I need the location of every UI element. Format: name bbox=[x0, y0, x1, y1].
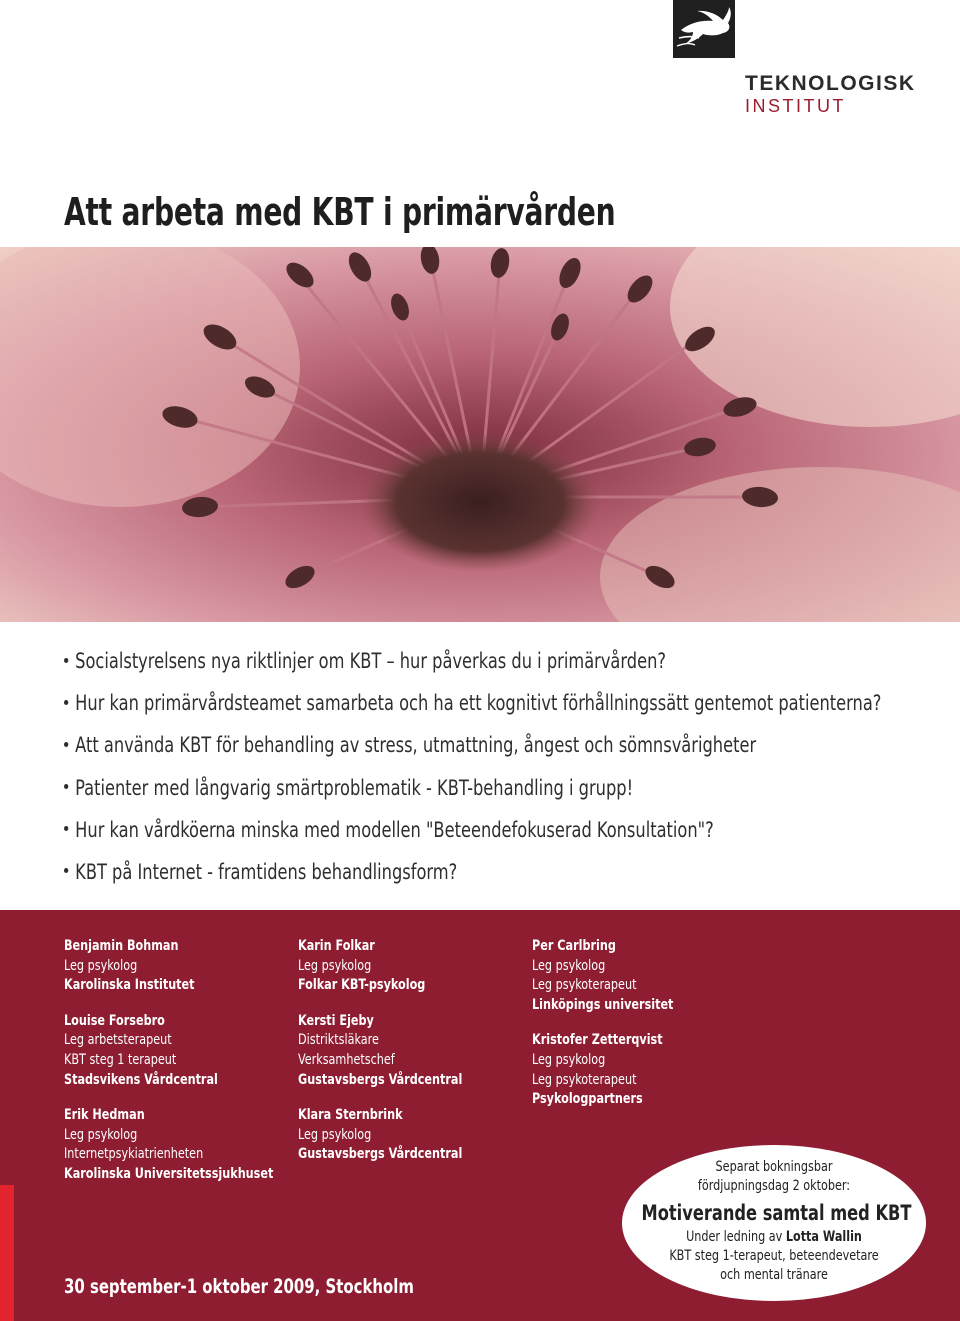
speaker bbox=[532, 1031, 696, 1109]
logo-mark bbox=[673, 0, 735, 58]
list-item: Att använda KBT för behandling av stress, utmattning, ångest och sömnsvårigheter bbox=[64, 728, 881, 770]
callout-lead-name: Lotta Wallin bbox=[785, 1229, 862, 1245]
callout-headline: Motiverande samtal med KBT bbox=[641, 1201, 912, 1225]
speaker-role: Leg psykolog bbox=[64, 957, 138, 974]
speaker bbox=[298, 937, 489, 996]
speaker bbox=[532, 937, 696, 1015]
hare-logo-icon bbox=[673, 0, 735, 58]
speaker bbox=[64, 1106, 307, 1184]
bullet-dot bbox=[64, 742, 68, 747]
speaker bbox=[298, 1106, 489, 1165]
callout-line-1: Separat bokningsbar bbox=[715, 1159, 833, 1175]
speaker-role: Verksamhetschef bbox=[298, 1051, 395, 1068]
bullet-dot bbox=[64, 826, 68, 831]
speaker bbox=[298, 1012, 489, 1090]
workshop-callout-text bbox=[620, 1158, 928, 1285]
hero-flower-image bbox=[0, 247, 960, 622]
speaker-name: Kristofer Zetterqvist bbox=[532, 1032, 663, 1049]
callout-line-5: och mental tränare bbox=[720, 1267, 828, 1283]
callout-lead: Under ledning av Lotta Wallin bbox=[686, 1229, 862, 1245]
bullet-dot bbox=[64, 784, 68, 789]
speaker bbox=[64, 937, 307, 996]
speaker-role: Leg psykolog bbox=[64, 1126, 138, 1143]
speaker-role: Internetpsykiatrienheten bbox=[64, 1146, 204, 1163]
speaker-role: Leg psykoterapeut bbox=[532, 977, 637, 994]
list-item: Socialstyrelsens nya riktlinjer om KBT – hur påverkas du i primärvården? bbox=[64, 644, 881, 686]
speaker-role: Leg psykolog bbox=[532, 1051, 606, 1068]
speaker bbox=[64, 1012, 307, 1090]
logo-text-line2: INSTITUT bbox=[745, 96, 846, 116]
speaker-role: KBT steg 1 terapeut bbox=[64, 1051, 177, 1068]
speaker-org: Stadsvikens Vårdcentral bbox=[64, 1071, 218, 1088]
speaker-role: Leg psykoterapeut bbox=[532, 1071, 637, 1088]
speaker-name: Benjamin Bohman bbox=[64, 938, 179, 954]
speaker-name: Karin Folkar bbox=[298, 938, 375, 954]
list-item: Hur kan primärvårdsteamet samarbeta och ha ett kognitivt förhållningssätt gentemot patienterna? bbox=[64, 686, 881, 728]
speaker-role: Leg psykolog bbox=[298, 1126, 372, 1143]
speaker-name: Kersti Ejeby bbox=[298, 1012, 374, 1029]
topic-list bbox=[64, 644, 960, 897]
speaker-org: Gustavsbergs Vårdcentral bbox=[298, 1071, 463, 1088]
band-accent-stripe bbox=[0, 1185, 14, 1321]
list-item: Patienter med långvarig smärtproblematik - KBT-behandling i grupp! bbox=[64, 771, 881, 813]
bullet-dot bbox=[64, 700, 68, 705]
bullet-dot bbox=[64, 868, 68, 873]
speaker-org: Karolinska Universitetssjukhuset bbox=[64, 1165, 274, 1182]
speaker-role: Distriktsläkare bbox=[298, 1032, 379, 1049]
callout-line-4: KBT steg 1-terapeut, beteendevetare bbox=[669, 1248, 879, 1264]
speaker-org: Karolinska Institutet bbox=[64, 977, 195, 994]
page-title: Att arbeta med KBT i primärvården bbox=[64, 190, 616, 234]
bullet-dot bbox=[64, 658, 68, 663]
speaker-org: Linköpings universitet bbox=[532, 996, 674, 1013]
event-date-location: 30 september-1 oktober 2009, Stockholm bbox=[64, 1275, 414, 1298]
callout-line-2: fördjupningsdag 2 oktober: bbox=[697, 1178, 851, 1194]
speakers-column-3 bbox=[532, 937, 696, 1126]
speaker-org: Gustavsbergs Vårdcentral bbox=[298, 1146, 463, 1163]
speaker-name: Klara Sternbrink bbox=[298, 1107, 403, 1124]
speakers-column-1 bbox=[64, 937, 307, 1201]
speaker-org: Folkar KBT-psykolog bbox=[298, 977, 426, 994]
list-item: Hur kan vårdköerna minska med modellen "Beteendefokuserad Konsultation"? bbox=[64, 813, 881, 855]
speaker-name: Erik Hedman bbox=[64, 1107, 145, 1124]
speaker-org: Psykologpartners bbox=[532, 1091, 643, 1108]
logo-text-line1: TEKNOLOGISK bbox=[745, 72, 916, 95]
speaker-role: Leg psykolog bbox=[298, 957, 372, 974]
speaker-role: Leg psykolog bbox=[532, 957, 606, 974]
speaker-role: Leg arbetsterapeut bbox=[64, 1032, 172, 1049]
list-item: KBT på Internet - framtidens behandlingsform? bbox=[64, 855, 881, 897]
speaker-name: Louise Forsebro bbox=[64, 1012, 165, 1029]
speakers-column-2 bbox=[298, 937, 489, 1181]
speaker-name: Per Carlbring bbox=[532, 938, 616, 954]
